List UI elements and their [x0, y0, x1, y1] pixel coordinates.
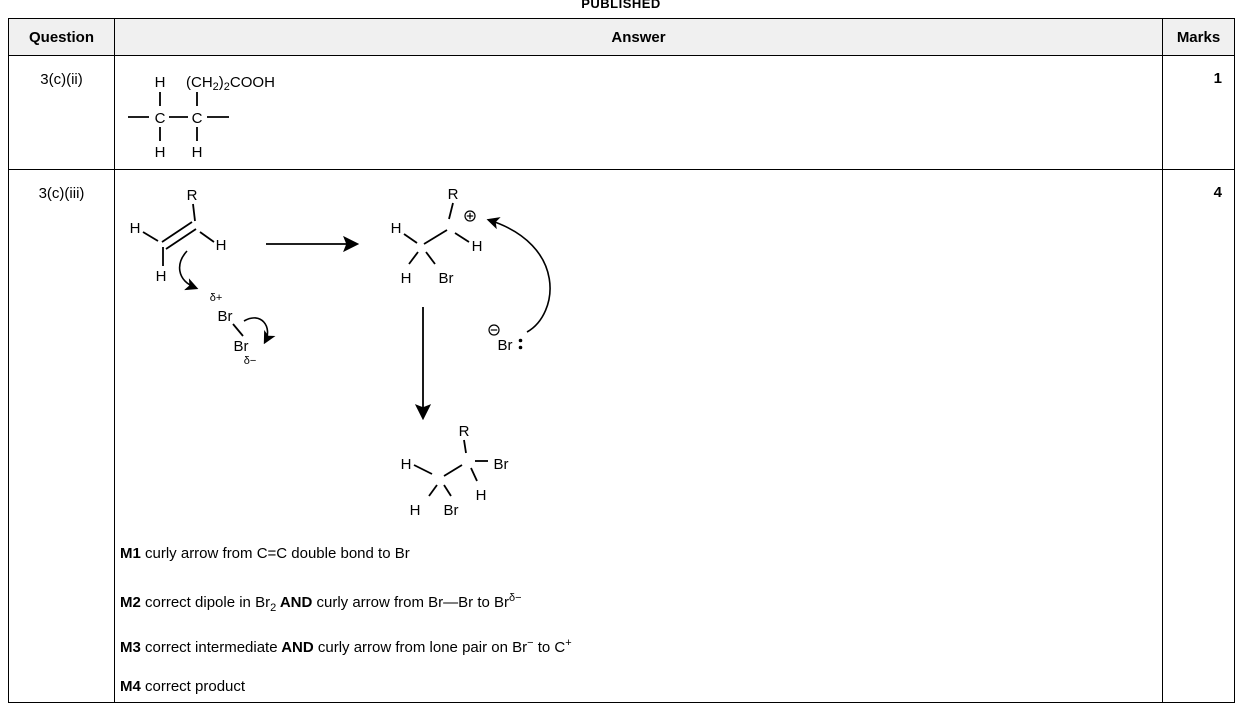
superscript: − [527, 637, 534, 649]
subscript: 2 [270, 602, 277, 614]
table-row-3ciii [9, 170, 1234, 702]
mark-text: correct dipole in Br [140, 594, 271, 611]
atom-label-h: H [400, 456, 412, 473]
mark-code: M3 [120, 639, 141, 656]
atom-label-h: H [471, 238, 483, 255]
atom-label-br: Br [493, 456, 509, 473]
answer-cell-3ciii [115, 170, 1162, 702]
marking-point-m1 [120, 545, 1020, 563]
atom-label-h: H [215, 237, 227, 254]
mark-and: AND [277, 639, 318, 656]
delta-minus-label: δ− [243, 355, 257, 367]
answer-cell-3cii [115, 56, 1162, 169]
table-header-row [9, 19, 1234, 56]
atom-label-h: H [390, 220, 402, 237]
superscript: δ− [509, 592, 522, 604]
atom-label-br: Br [443, 502, 459, 519]
atom-label-r: R [458, 423, 470, 440]
header-answer: Answer [611, 28, 666, 46]
atom-label-h: H [154, 74, 166, 91]
superscript: + [565, 637, 572, 649]
atom-label-c: C [154, 110, 166, 127]
marks-value-3cii: 1 [1162, 56, 1234, 169]
mark-code: M2 [120, 594, 141, 611]
atom-label-br: Br [497, 337, 513, 354]
question-number-3ciii: 3(c)(iii) [9, 170, 115, 702]
mark-text: curly arrow from C=C double bond to Br [140, 545, 410, 562]
chain-subscript: 2 [223, 81, 230, 93]
mark-code: M1 [120, 545, 141, 562]
atom-label-h: H [129, 220, 141, 237]
mark-text: curly arrow from Br—Br to Br [316, 594, 510, 611]
atom-label-h: H [155, 268, 167, 285]
mark-text: correct product [140, 678, 246, 695]
mark-and: AND [276, 594, 317, 611]
atom-label-h: H [400, 270, 412, 287]
atom-label-br: Br [438, 270, 454, 287]
atom-label-r: R [447, 186, 459, 203]
marking-point-m3 [120, 634, 1020, 657]
header-marks: Marks [1162, 19, 1234, 55]
delta-plus-label: δ+ [209, 292, 223, 304]
atom-label-r: R [186, 187, 198, 204]
atom-label-br: Br [217, 308, 233, 325]
mark-text: curly arrow from lone pair on Br [317, 639, 528, 656]
chain-part: ) [218, 74, 224, 91]
atom-label-h: H [191, 144, 203, 161]
mark-text: to C [533, 639, 566, 656]
chain-subscript: 2 [212, 81, 219, 93]
header-question: Question [9, 19, 115, 55]
chain-part: (CH [186, 74, 213, 91]
atom-label-h: H [154, 144, 166, 161]
question-number-3cii: 3(c)(ii) [9, 56, 115, 169]
chain-part: COOH [229, 74, 275, 91]
atom-label-c: C [191, 110, 203, 127]
marking-point-m4 [120, 678, 1020, 696]
mark-text: correct intermediate [140, 639, 278, 656]
atom-label-h: H [409, 502, 421, 519]
published-header: PUBLISHED [581, 0, 661, 11]
atom-label-h: H [475, 487, 487, 504]
atom-label-br: Br [233, 338, 249, 355]
marking-point-m2 [120, 589, 1020, 617]
marks-value-3ciii: 4 [1162, 170, 1234, 702]
table-row-3cii [9, 56, 1234, 170]
mark-code: M4 [120, 678, 141, 695]
